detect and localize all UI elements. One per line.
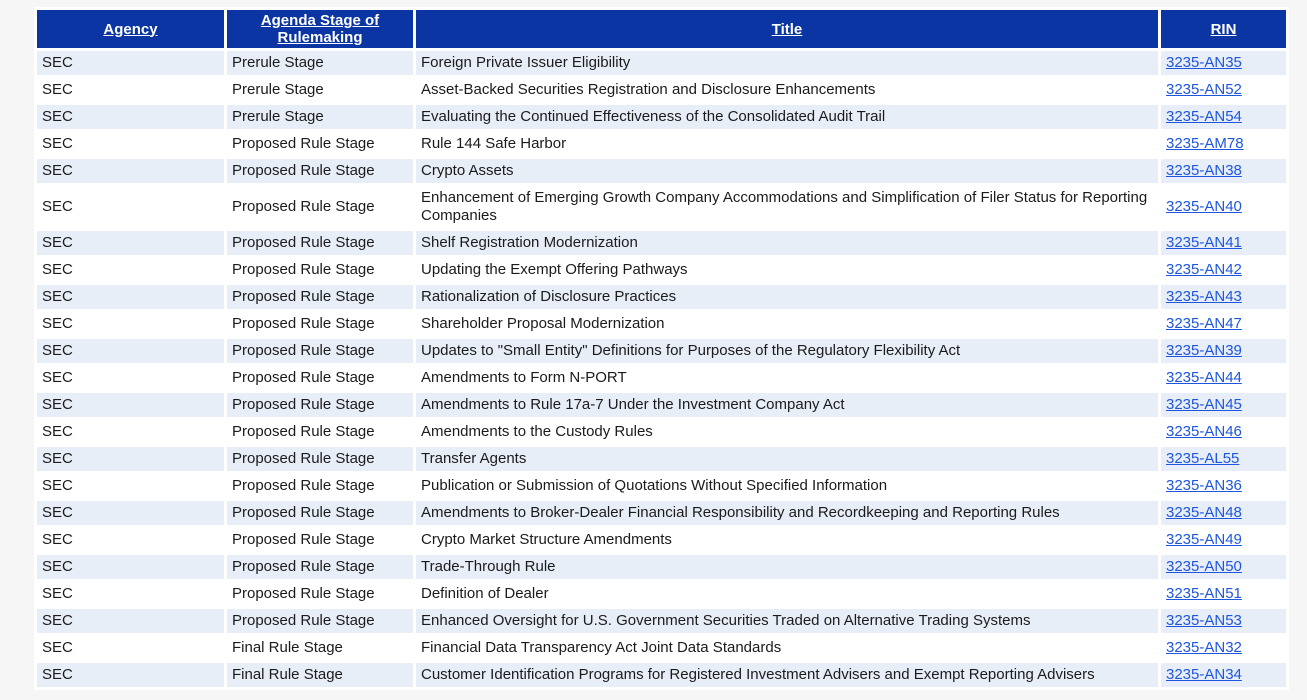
title-cell: Publication or Submission of Quotations Without Specified Information [416, 474, 1158, 498]
title-cell: Crypto Assets [416, 159, 1158, 183]
agency-cell: SEC [37, 132, 224, 156]
rin-cell [1161, 447, 1286, 471]
agency-cell: SEC [37, 366, 224, 390]
table-row [37, 609, 1286, 633]
title-cell: Enhancement of Emerging Growth Company Accommodations and Simplification of Filer Status for Reporting Companies [416, 186, 1158, 228]
stage-cell: Proposed Rule Stage [227, 231, 413, 255]
stage-cell: Proposed Rule Stage [227, 258, 413, 282]
rin-cell [1161, 78, 1286, 102]
rin-cell [1161, 105, 1286, 129]
table-row [37, 393, 1286, 417]
rin-cell [1161, 51, 1286, 75]
stage-cell: Proposed Rule Stage [227, 159, 413, 183]
rin-cell [1161, 339, 1286, 363]
stage-cell: Proposed Rule Stage [227, 501, 413, 525]
rin-link[interactable]: 3235-AN42 [1166, 261, 1242, 278]
rin-cell [1161, 636, 1286, 660]
stage-cell: Proposed Rule Stage [227, 474, 413, 498]
table-row [37, 501, 1286, 525]
rin-cell [1161, 258, 1286, 282]
title-cell: Enhanced Oversight for U.S. Government Securities Traded on Alternative Trading Systems [416, 609, 1158, 633]
table-body [37, 51, 1286, 687]
rin-cell [1161, 609, 1286, 633]
agency-cell: SEC [37, 609, 224, 633]
agency-cell: SEC [37, 186, 224, 228]
title-cell: Foreign Private Issuer Eligibility [416, 51, 1158, 75]
rin-cell [1161, 366, 1286, 390]
agency-cell: SEC [37, 78, 224, 102]
title-cell: Crypto Market Structure Amendments [416, 528, 1158, 552]
stage-cell: Proposed Rule Stage [227, 447, 413, 471]
agency-cell: SEC [37, 447, 224, 471]
rin-link[interactable]: 3235-AN50 [1166, 558, 1242, 575]
stage-cell: Proposed Rule Stage [227, 582, 413, 606]
rin-link[interactable]: 3235-AN35 [1166, 54, 1242, 71]
title-cell: Amendments to the Custody Rules [416, 420, 1158, 444]
rin-link[interactable]: 3235-AN41 [1166, 234, 1242, 251]
table-row [37, 474, 1286, 498]
agency-cell: SEC [37, 393, 224, 417]
header-row [37, 10, 1286, 48]
title-cell: Updating the Exempt Offering Pathways [416, 258, 1158, 282]
rin-link[interactable]: 3235-AN47 [1166, 315, 1242, 332]
rulemaking-table [34, 7, 1289, 690]
rin-cell [1161, 231, 1286, 255]
rin-link[interactable]: 3235-AN43 [1166, 288, 1242, 305]
table-row [37, 258, 1286, 282]
table-row [37, 528, 1286, 552]
rin-link[interactable]: 3235-AN52 [1166, 81, 1242, 98]
rin-link[interactable]: 3235-AN46 [1166, 423, 1242, 440]
title-cell: Financial Data Transparency Act Joint Data Standards [416, 636, 1158, 660]
stage-cell: Final Rule Stage [227, 663, 413, 687]
stage-cell: Proposed Rule Stage [227, 285, 413, 309]
title-cell: Trade-Through Rule [416, 555, 1158, 579]
rin-cell [1161, 582, 1286, 606]
table-row [37, 339, 1286, 363]
stage-cell: Proposed Rule Stage [227, 312, 413, 336]
table-row [37, 132, 1286, 156]
rin-link[interactable]: 3235-AN53 [1166, 612, 1242, 629]
title-cell: Rationalization of Disclosure Practices [416, 285, 1158, 309]
stage-cell: Proposed Rule Stage [227, 609, 413, 633]
table-row [37, 78, 1286, 102]
agency-cell: SEC [37, 420, 224, 444]
table-row [37, 447, 1286, 471]
agency-cell: SEC [37, 474, 224, 498]
rin-cell [1161, 312, 1286, 336]
stage-cell: Prerule Stage [227, 105, 413, 129]
rin-cell [1161, 474, 1286, 498]
stage-cell: Proposed Rule Stage [227, 186, 413, 228]
agency-cell: SEC [37, 555, 224, 579]
rin-link[interactable]: 3235-AN51 [1166, 585, 1242, 602]
table-row [37, 366, 1286, 390]
column-header-rin[interactable]: RIN [1161, 10, 1286, 48]
table-row [37, 636, 1286, 660]
rin-cell [1161, 132, 1286, 156]
rin-cell [1161, 420, 1286, 444]
title-cell: Amendments to Rule 17a-7 Under the Investment Company Act [416, 393, 1158, 417]
table-row [37, 159, 1286, 183]
rin-cell [1161, 285, 1286, 309]
table-row [37, 231, 1286, 255]
title-cell: Evaluating the Continued Effectiveness of the Consolidated Audit Trail [416, 105, 1158, 129]
title-cell: Updates to "Small Entity" Definitions for Purposes of the Regulatory Flexibility Act [416, 339, 1158, 363]
stage-cell: Proposed Rule Stage [227, 339, 413, 363]
title-cell: Asset-Backed Securities Registration and Disclosure Enhancements [416, 78, 1158, 102]
rin-cell [1161, 501, 1286, 525]
agency-cell: SEC [37, 105, 224, 129]
agency-cell: SEC [37, 636, 224, 660]
rin-cell [1161, 186, 1286, 228]
table-row [37, 51, 1286, 75]
title-cell: Amendments to Form N-PORT [416, 366, 1158, 390]
agency-cell: SEC [37, 582, 224, 606]
agency-cell: SEC [37, 663, 224, 687]
rin-link[interactable]: 3235-AN38 [1166, 162, 1242, 179]
title-cell: Amendments to Broker-Dealer Financial Responsibility and Recordkeeping and Reporting Rules [416, 501, 1158, 525]
rin-link[interactable]: 3235-AN34 [1166, 666, 1242, 683]
title-cell: Shelf Registration Modernization [416, 231, 1158, 255]
title-cell: Customer Identification Programs for Registered Investment Advisers and Exempt Reporting Advisers [416, 663, 1158, 687]
rin-link[interactable]: 3235-AN36 [1166, 477, 1242, 494]
rin-cell [1161, 528, 1286, 552]
rulemaking-table-container [34, 7, 1307, 690]
stage-cell: Proposed Rule Stage [227, 420, 413, 444]
rin-cell [1161, 393, 1286, 417]
title-cell: Definition of Dealer [416, 582, 1158, 606]
table-row [37, 186, 1286, 228]
stage-cell: Proposed Rule Stage [227, 393, 413, 417]
column-header-agency[interactable]: Agency [37, 10, 224, 48]
table-row [37, 285, 1286, 309]
title-cell: Shareholder Proposal Modernization [416, 312, 1158, 336]
stage-cell: Final Rule Stage [227, 636, 413, 660]
agency-cell: SEC [37, 51, 224, 75]
table-header [37, 10, 1286, 48]
agency-cell: SEC [37, 159, 224, 183]
rin-link[interactable]: 3235-AN44 [1166, 369, 1242, 386]
agency-cell: SEC [37, 285, 224, 309]
column-header-title[interactable]: Title [416, 10, 1158, 48]
agency-cell: SEC [37, 312, 224, 336]
rin-link[interactable]: 3235-AN54 [1166, 108, 1242, 125]
column-header-agenda-stage[interactable]: Agenda Stage of Rulemaking [227, 10, 413, 48]
rin-link[interactable]: 3235-AN48 [1166, 504, 1242, 521]
stage-cell: Proposed Rule Stage [227, 555, 413, 579]
table-row [37, 555, 1286, 579]
title-cell: Transfer Agents [416, 447, 1158, 471]
title-cell: Rule 144 Safe Harbor [416, 132, 1158, 156]
rin-cell [1161, 663, 1286, 687]
agency-cell: SEC [37, 339, 224, 363]
rin-link[interactable]: 3235-AN32 [1166, 639, 1242, 656]
stage-cell: Proposed Rule Stage [227, 366, 413, 390]
table-row [37, 663, 1286, 687]
agency-cell: SEC [37, 231, 224, 255]
rin-link[interactable]: 3235-AN39 [1166, 342, 1242, 359]
table-row [37, 312, 1286, 336]
rin-link[interactable]: 3235-AN40 [1166, 198, 1242, 215]
stage-cell: Proposed Rule Stage [227, 132, 413, 156]
rin-link[interactable]: 3235-AN49 [1166, 531, 1242, 548]
rin-link[interactable]: 3235-AM78 [1166, 135, 1244, 152]
agency-cell: SEC [37, 528, 224, 552]
table-row [37, 420, 1286, 444]
rin-cell [1161, 159, 1286, 183]
agency-cell: SEC [37, 501, 224, 525]
stage-cell: Prerule Stage [227, 78, 413, 102]
rin-link[interactable]: 3235-AN45 [1166, 396, 1242, 413]
rin-cell [1161, 555, 1286, 579]
rin-link[interactable]: 3235-AL55 [1166, 450, 1240, 467]
stage-cell: Prerule Stage [227, 51, 413, 75]
agency-cell: SEC [37, 258, 224, 282]
stage-cell: Proposed Rule Stage [227, 528, 413, 552]
table-row [37, 105, 1286, 129]
table-row [37, 582, 1286, 606]
